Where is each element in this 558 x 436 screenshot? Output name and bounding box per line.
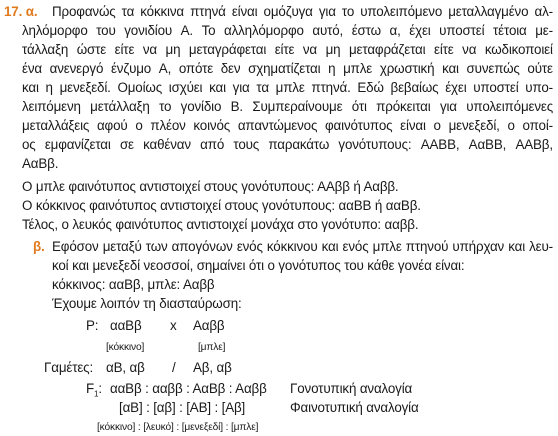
f1-genotypes: ααΒβ : ααββ : ΑαΒβ : Ααββ	[110, 381, 267, 396]
word: φαινότυπος	[325, 118, 393, 133]
word: μεταλλαγμένο	[448, 4, 529, 19]
question-number: 17.	[4, 4, 23, 19]
part-a-line-2	[22, 23, 553, 39]
part-a-label: α.	[25, 4, 38, 19]
word: και	[209, 80, 226, 95]
word: ούτε	[527, 61, 553, 76]
word: ισχύει	[168, 80, 203, 95]
word: έχει	[445, 80, 467, 95]
word: υποστεί	[473, 80, 519, 95]
word: το	[159, 99, 172, 114]
word: α,	[389, 23, 401, 38]
word: μπλε	[372, 239, 402, 254]
word: με-	[535, 23, 553, 38]
f1-label-letter: F	[86, 381, 95, 396]
word: είτε	[114, 42, 135, 57]
f1-phenotype-names: [κόκκινο] : [λευκό] : [μενεξεδί] : [μπλε]	[97, 422, 259, 433]
word: οπότε	[178, 61, 214, 76]
word: μη	[325, 42, 341, 57]
word: παρακάτω	[268, 137, 330, 152]
word: γονότυπους:	[338, 137, 412, 152]
word: η	[328, 61, 336, 76]
word: απογόνων	[171, 239, 233, 254]
cross-intro: Έχουμε λοιπόν τη διασταύρωση:	[52, 296, 242, 311]
word: Εφόσον	[52, 239, 99, 254]
word: καθέναν	[143, 137, 191, 152]
word: Α.	[180, 23, 193, 38]
word: απαντώμενος	[237, 118, 318, 133]
word: Το	[201, 23, 216, 38]
word: μη	[165, 42, 181, 57]
word: ενός	[236, 239, 263, 254]
word: να	[462, 42, 477, 57]
word: μεταγράφεται	[188, 42, 267, 57]
word: μεταφράζεται	[348, 42, 426, 57]
word: για	[439, 99, 457, 114]
gametes-label: Γαμέτες:	[44, 360, 94, 375]
word: αλληλόμορφο	[224, 23, 304, 38]
cross-symbol: x	[170, 318, 177, 333]
word: σε	[119, 137, 134, 152]
word: κοινός	[193, 118, 231, 133]
word: ος	[22, 137, 36, 152]
word: σχηματίζεται	[248, 61, 321, 76]
word: υποστεί	[439, 23, 485, 38]
genotype-ratio-label: Γονοτυπική αναλογία	[290, 381, 413, 396]
word: υπήρχαν	[452, 239, 505, 254]
word: βεβαίως	[390, 80, 439, 95]
word: πτηνού	[405, 239, 449, 254]
word: μπλε	[343, 61, 373, 76]
word: Συμπεραίνουμε	[252, 99, 343, 114]
word: ότι	[351, 99, 367, 114]
word: δεν	[220, 61, 241, 76]
word: αφού	[96, 118, 128, 133]
word: για	[232, 80, 250, 95]
word: Α,	[158, 61, 172, 76]
parent-2-phenotype: [μπλε]	[198, 342, 226, 353]
parent-1-phenotype: [κόκκινο]	[106, 342, 145, 353]
word: μεταξύ	[102, 239, 142, 254]
f1-label-colon: :	[98, 381, 102, 396]
word: έστω	[351, 23, 381, 38]
word: ληλόμορφο	[22, 23, 88, 38]
word: το	[341, 4, 355, 19]
word: πρόκειται	[376, 99, 431, 114]
word: ο	[507, 118, 515, 133]
f1-phenotype-brackets: [αΒ] : [αβ] : [ΑΒ] : [Αβ]	[119, 400, 246, 415]
word: μετάλλαξη	[90, 99, 150, 114]
word: και	[508, 239, 526, 254]
word: χρωστική	[379, 61, 435, 76]
white-phenotype-line: Τέλος, ο λευκός φαινότυπος αντιστοιχεί μονάχα στο γονότυπο: ααββ.	[22, 217, 419, 232]
word: τάλλαξη	[22, 42, 69, 57]
red-phenotype-line: Ο κόκκινος φαινότυπος αντιστοιχεί στους γονότυπους: ααΒΒ ή ααΒβ.	[22, 198, 421, 213]
part-a-line-7	[22, 118, 553, 134]
gametes-parent-1: αΒ, αβ	[106, 360, 145, 375]
part-a-line-4	[22, 61, 553, 77]
word: γονίδιο	[180, 99, 222, 114]
word: κόκκινου	[266, 239, 318, 254]
word: ο	[135, 118, 143, 133]
word: Εδώ	[357, 80, 384, 95]
word: μεταλλάξεις	[22, 118, 90, 133]
word: για	[318, 4, 336, 19]
word: ένζυμο	[110, 61, 152, 76]
part-b-line-2: κοί και μενεξεδί νεοσσοί, σημαίνει ότι ο γονότυπος του κάθε γονέα είναι:	[52, 258, 465, 273]
phenotype-ratio-label: Φαινοτυπική αναλογία	[290, 400, 419, 415]
parent-1-genotype: ααΒβ	[110, 318, 142, 333]
f1-label	[86, 381, 102, 403]
f1-label-subscript: 1	[94, 389, 99, 399]
part-a-line-8	[22, 137, 553, 153]
word: υπολειπόμενο	[360, 4, 443, 19]
gametes-parent-2: Αβ, αβ	[193, 360, 232, 375]
part-b-line-1	[52, 239, 553, 255]
part-a-line-3	[22, 42, 553, 58]
word: υπολειπόμενες	[466, 99, 553, 114]
word: είναι	[400, 118, 426, 133]
word: του	[96, 23, 116, 38]
word: ώστε	[76, 42, 107, 57]
word: η	[45, 80, 53, 95]
part-a-line-5	[22, 80, 553, 96]
blue-phenotype-line: Ο μπλε φαινότυπος αντιστοιχεί στους γονότυπους: ΑΑββ ή Ααββ.	[22, 179, 399, 194]
word: των	[145, 239, 168, 254]
word: πτηνά	[190, 4, 226, 19]
word: Β.	[230, 99, 243, 114]
word: ΑαΒΒ,	[468, 137, 507, 152]
gametes-slash: /	[172, 360, 176, 375]
word: γονιδίου	[124, 23, 173, 38]
word: και	[321, 239, 339, 254]
word: είτε	[274, 42, 295, 57]
word: είναι	[231, 4, 258, 19]
word: Ομοίως	[117, 80, 163, 95]
parents-line: κόκκινος: ααΒβ, μπλε: Ααββ	[52, 277, 215, 292]
word: Προφανώς	[52, 4, 116, 19]
word: και	[22, 80, 39, 95]
word: πλέον	[150, 118, 186, 133]
word: οποί-	[522, 118, 553, 133]
word: πτηνά.	[311, 80, 351, 95]
word: τους	[233, 137, 260, 152]
p-label: P:	[86, 318, 99, 333]
word: από	[200, 137, 225, 152]
word: μενεξεδί.	[59, 80, 111, 95]
word: ΑΑΒβ,	[515, 137, 553, 152]
part-a-line-9: ΑαΒβ.	[22, 156, 59, 171]
word: συνεπώς	[466, 61, 520, 76]
word: υπο-	[525, 80, 553, 95]
word: αλ-	[534, 4, 553, 19]
word: λευ-	[529, 239, 553, 254]
word: τα	[256, 80, 269, 95]
word: μπλε	[275, 80, 305, 95]
word: εμφανίζεται	[44, 137, 111, 152]
word: κωδικοποιεί	[484, 42, 553, 57]
word: ΑΑΒΒ,	[420, 137, 460, 152]
part-a-line-1	[52, 4, 553, 20]
word: τα	[121, 4, 135, 19]
word: μενεξεδί,	[448, 118, 500, 133]
word: να	[302, 42, 318, 57]
word: ομόζυγα	[263, 4, 313, 19]
part-a-line-6	[22, 99, 553, 115]
word: είτε	[434, 42, 454, 57]
word: ενός	[342, 239, 369, 254]
word: έχει	[409, 23, 431, 38]
word: και	[442, 61, 459, 76]
word: ανενεργό	[49, 61, 104, 76]
word: αυτό,	[312, 23, 344, 38]
word: να	[142, 42, 157, 57]
word: κόκκινα	[140, 4, 185, 19]
parent-2-genotype: Ααββ	[193, 318, 225, 333]
word: ένα	[22, 61, 42, 76]
word: ο	[433, 118, 441, 133]
word: τέτοια	[493, 23, 527, 38]
word: λειπόμενη	[22, 99, 81, 114]
part-b-label: β.	[33, 239, 45, 254]
